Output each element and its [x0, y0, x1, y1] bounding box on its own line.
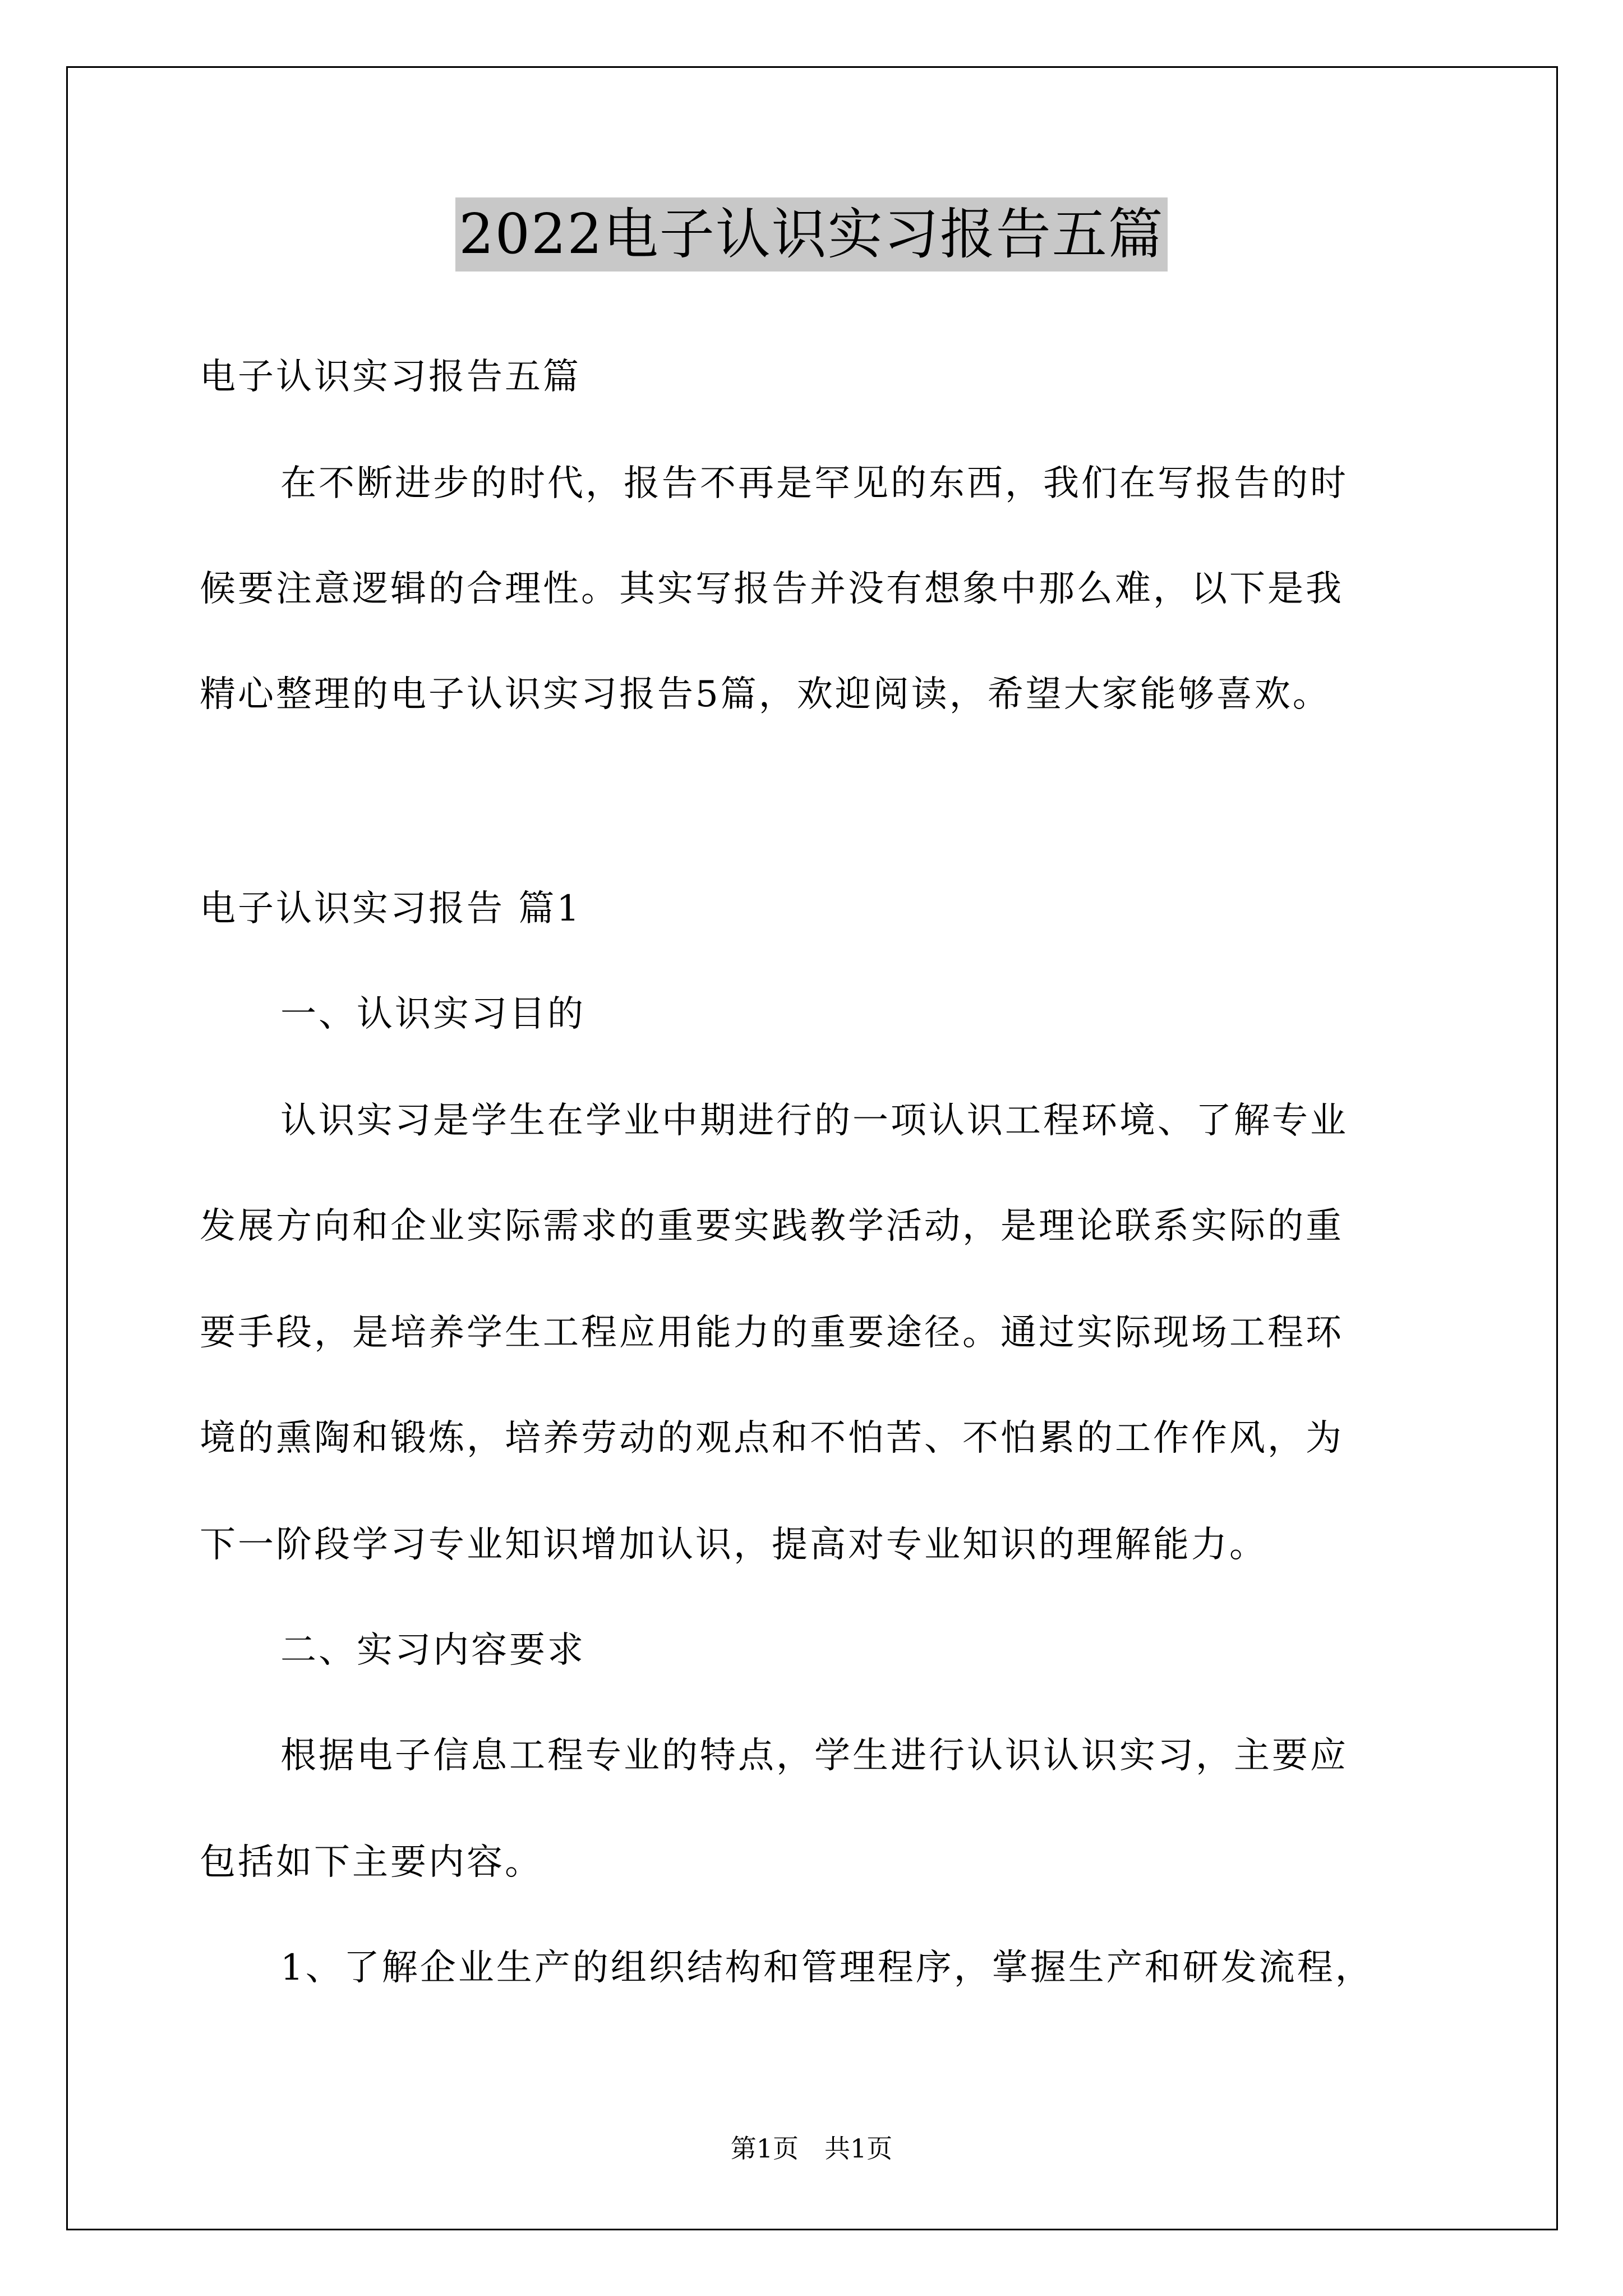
- paragraph-line: 1、了解企业生产的组织结构和管理程序，掌握生产和研发流程，: [280, 1947, 1373, 1989]
- paragraph-line: 认识实习是学生在学业中期进行的一项认识工程环境、了解专业: [280, 1100, 1348, 1142]
- paragraph-line: 发展方向和企业实际需求的重要实践教学活动，是理论联系实际的重: [200, 1205, 1344, 1247]
- paragraph-line: 候要注意逻辑的合理性。其实写报告并没有想象中那么难，以下是我: [200, 568, 1344, 610]
- title-container: [0, 197, 1623, 272]
- paragraph-line: 在不断进步的时代，报告不再是罕见的东西，我们在写报告的时: [280, 463, 1348, 504]
- paragraph-line: 根据电子信息工程专业的特点，学生进行认识认识实习，主要应: [280, 1735, 1348, 1777]
- document-title: 2022电子认识实习报告五篇: [455, 197, 1167, 272]
- paragraph-line: 下一阶段学习专业知识增加认识，提高对专业知识的理解能力。: [200, 1524, 1267, 1566]
- page-number-current: 第1页: [730, 2133, 799, 2164]
- page-number-total: 共1页: [824, 2133, 893, 2164]
- page-footer: [0, 2132, 1623, 2165]
- subtitle-line: 电子认识实习报告五篇: [200, 356, 581, 398]
- section-heading: 电子认识实习报告 篇1: [200, 888, 582, 930]
- subsection-heading: 二、实习内容要求: [280, 1630, 585, 1671]
- paragraph-line: 要手段，是培养学生工程应用能力的重要途径。通过实际现场工程环: [200, 1312, 1344, 1354]
- subsection-heading: 一、认识实习目的: [280, 993, 585, 1035]
- paragraph-line: 包括如下主要内容。: [200, 1842, 543, 1883]
- paragraph-line: 精心整理的电子认识实习报告5篇，欢迎阅读，希望大家能够喜欢。: [200, 674, 1331, 715]
- paragraph-line: 境的熏陶和锻炼，培养劳动的观点和不怕苦、不怕累的工作作风，为: [200, 1418, 1344, 1459]
